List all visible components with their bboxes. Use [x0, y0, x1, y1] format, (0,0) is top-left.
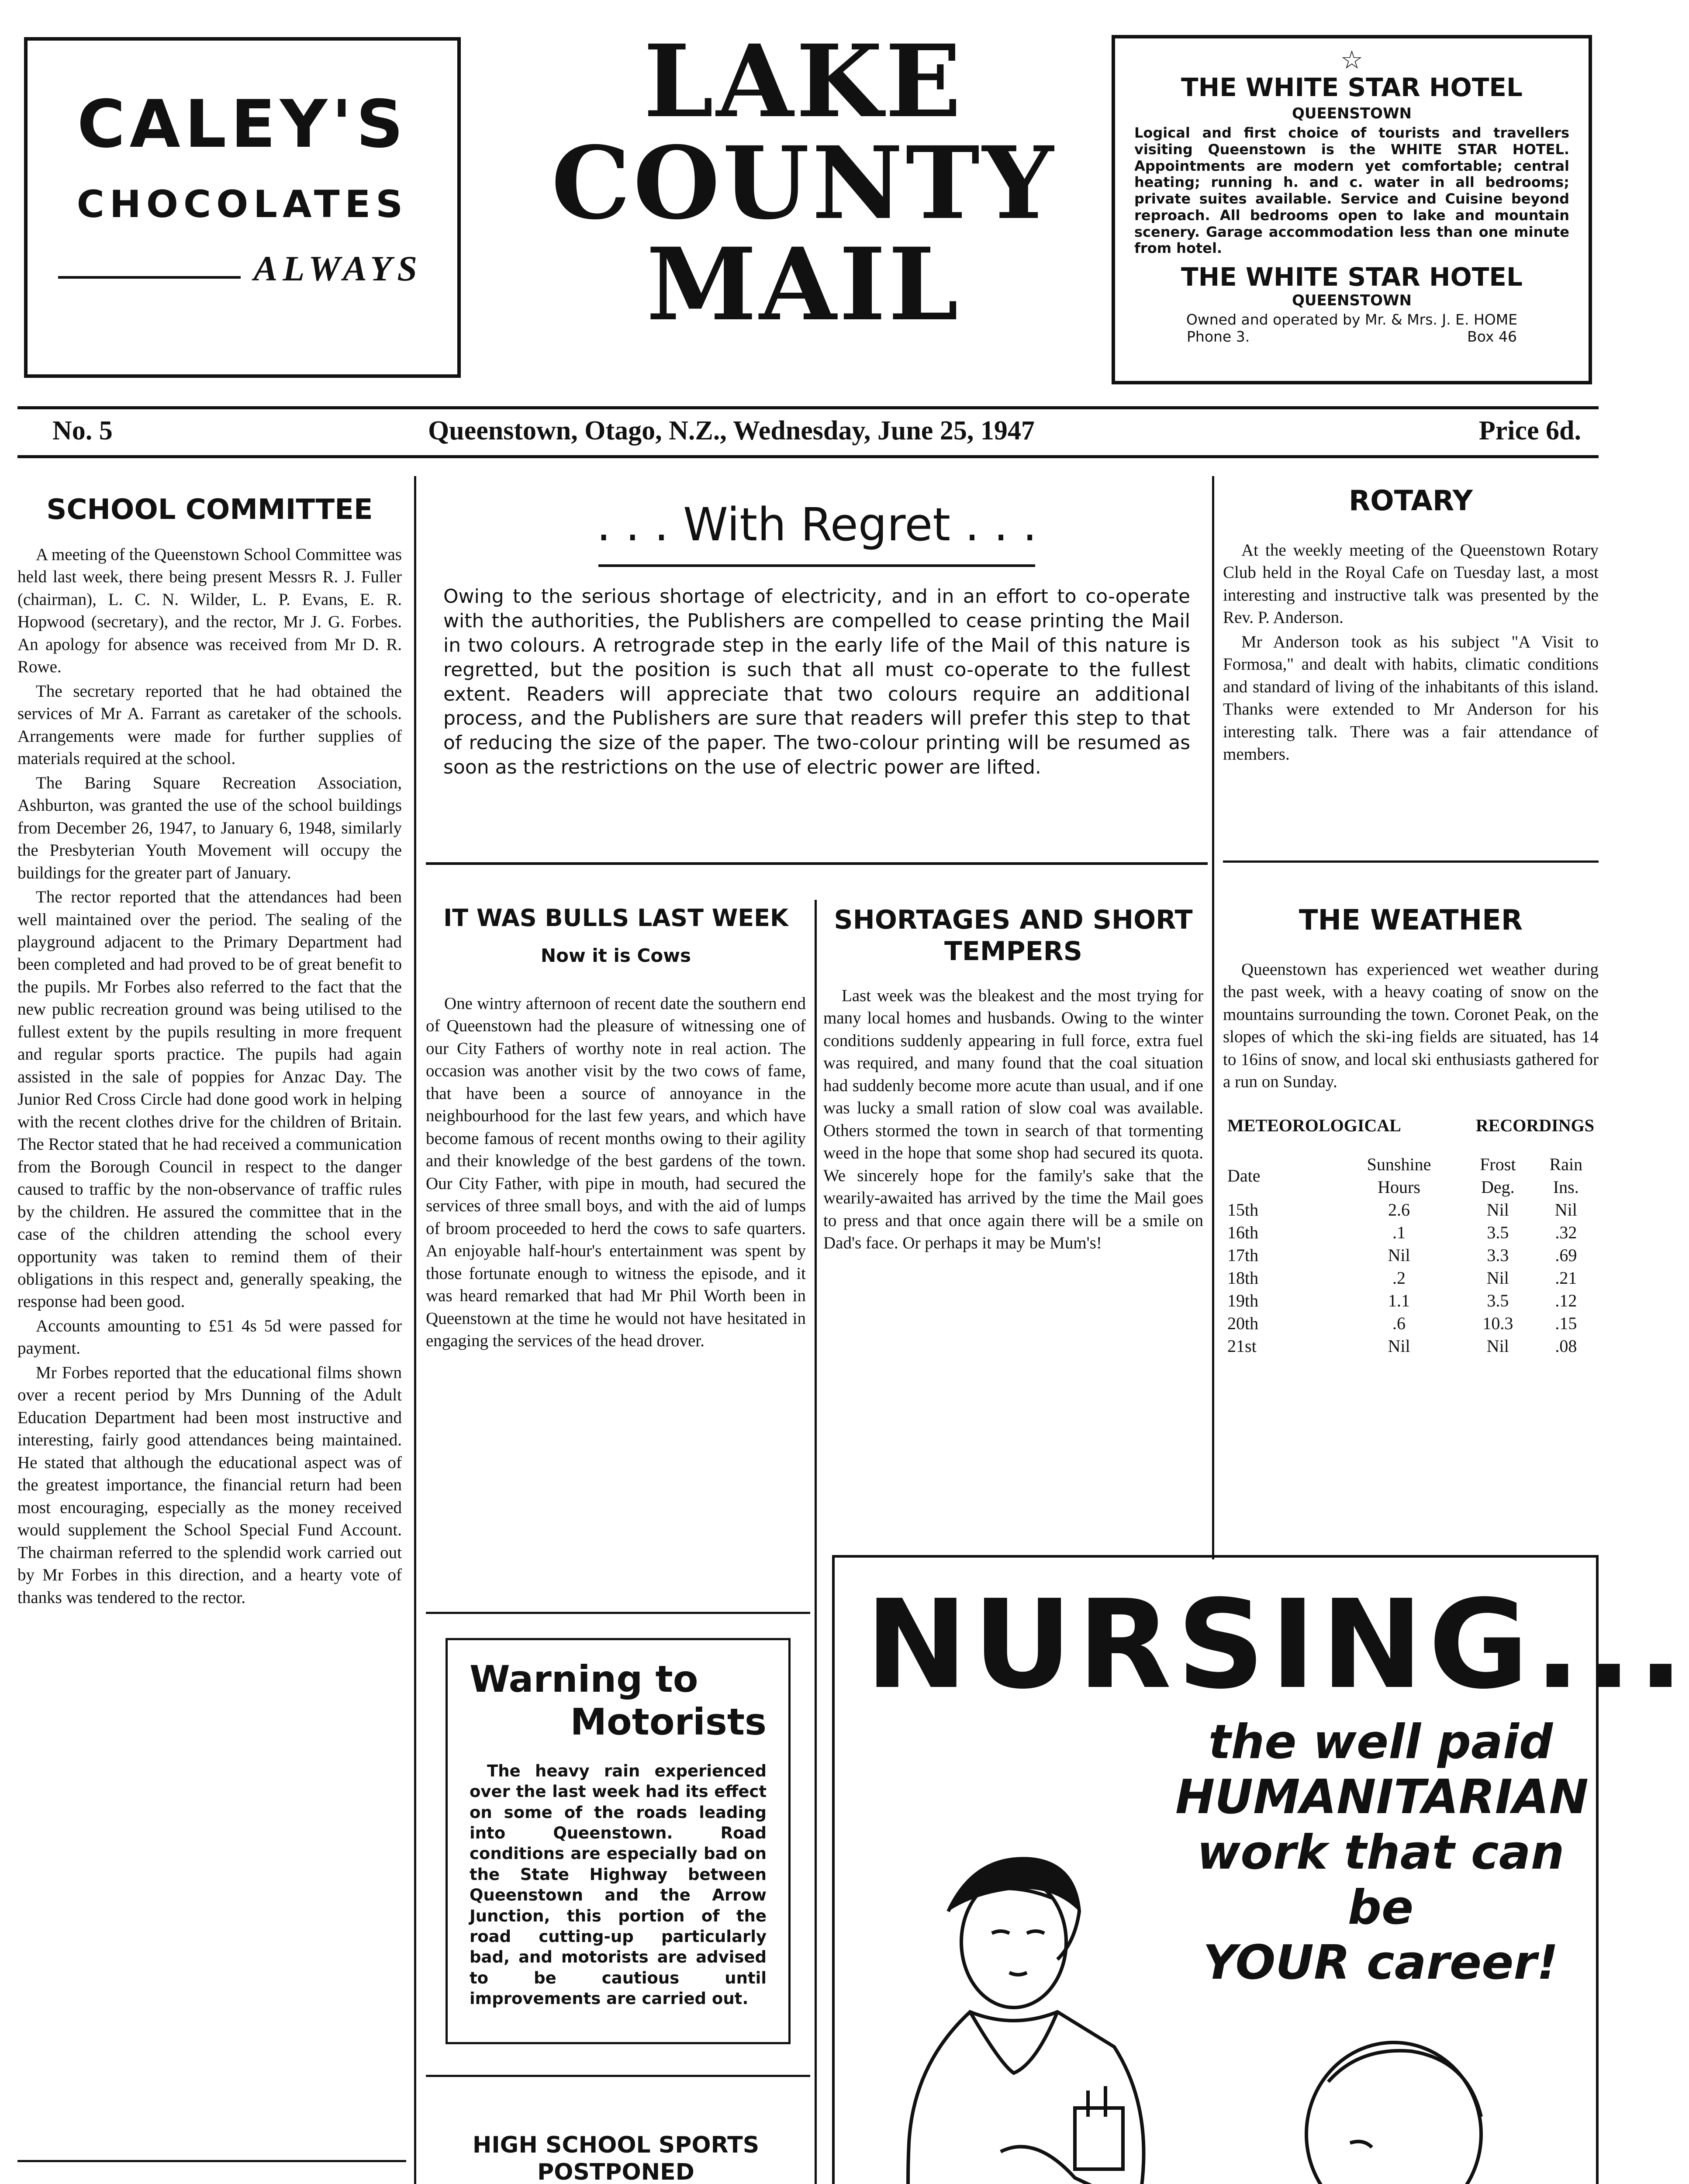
met-rain: .32	[1555, 1222, 1577, 1242]
column-rule-2	[815, 900, 817, 2184]
sports-postponed-article	[426, 2132, 806, 2184]
met-date: 15th	[1227, 1199, 1259, 1220]
met-frost: Nil	[1486, 1268, 1509, 1288]
rotary-para-2: Mr Anderson took as his subject "A Visit to Formosa," and dealt with habits, climatic conditions and standard of living of the inhabitants of this island. Thanks were extended to Mr Anderson for his interesting talk. There was a fair attendance of members.	[1223, 632, 1599, 764]
caley-product: CHOCOLATES	[76, 183, 408, 226]
price: Price 6d.	[1478, 416, 1581, 446]
with-regret-heading: . . . With Regret . . .	[596, 498, 1037, 551]
weather-article	[1223, 904, 1599, 1586]
shortages-heading: SHORTAGES AND SHORT TEMPERS	[834, 905, 1193, 967]
dateline-rule-bottom	[17, 455, 1599, 458]
bulls-heading: IT WAS BULLS LAST WEEK	[443, 904, 788, 932]
nursing-tag-2: HUMANITARIAN	[1175, 1770, 1589, 1825]
hotel-location-2: QUEENSTOWN	[1292, 292, 1412, 309]
met-date: 17th	[1227, 1245, 1259, 1265]
school-para-1: A meeting of the Queenstown School Committee was held last week, there being present Messrs R. J. Fuller (chairman), L. C. N. Wilder, L. P. Evans, E. R. Hopwood (secretary), and the rector, Mr J. G. Forbes. An apology for absence was received from Mr D. R. Rowe.	[17, 545, 402, 677]
met-header-rain: Rain	[1549, 1154, 1583, 1174]
school-committee-heading: SCHOOL COMMITTEE	[46, 494, 373, 526]
met-sun: 2.6	[1388, 1199, 1410, 1220]
bulls-para-1: One wintry afternoon of recent date the southern end of Queenstown had the pleasure of witnessing one of our City Fathers of worthy note in real action. The occasion was another visit by the two cows of fame, that have been a source of annoyance in the neighbourhood for the last few years, and which have become famous of recent months owing to their agility and their knowledge of the best gardens of the town. Our City Father, with pipe in mouth, had secured the services of three small boys, and with the aid of lumps of broom proceeded to herd the cows to safe quarters. An enjoyable half-hour's entertainment was spent by those fortunate enough to witness the episode, and it was heard remarked that had Mr Phil Worth been in Queenstown at the time he would not have hesitated in engaging the services of the head drover.	[426, 994, 806, 1351]
shortages-para-1: Last week was the bleakest and the most trying for many local homes and husbands. Owing to the winter conditions suddenly appearing in full force, extra fuel was required, and many found that the coal situation had suddenly become more acute than usual, and if one was lucky a small ration of slow coal was available. Others stormed the town in search of that tormenting weed in the hope that some shop had secured its quota. We sincerely hope for the family's sake that the wearily-awaited has arrived by the time the Mail goes to press and that once again there will be a smile on Dad's face. Or perhaps it may be Mum's!	[823, 986, 1203, 1253]
rotary-para-1: At the weekly meeting of the Queenstown Rotary Club held in the Royal Cafe on Tuesday last, a most interesting and instructive talk was presented by the Rev. P. Anderson.	[1223, 541, 1599, 627]
school-para-2: The secretary reported that he had obtained the services of Mr A. Farrant as caretaker of the schools. Arrangements were made for further supplies of materials required at the school.	[17, 681, 402, 768]
hotel-location: QUEENSTOWN	[1292, 105, 1412, 122]
hotel-phone: Phone 3.	[1187, 328, 1250, 345]
nursing-tag-3: work that can be	[1197, 1825, 1565, 1935]
met-header-sun-unit: Hours	[1378, 1177, 1420, 1197]
caley-ad	[24, 37, 461, 378]
rule-clothes	[17, 2160, 406, 2162]
met-rain: .21	[1555, 1268, 1577, 1288]
met-date: 19th	[1227, 1290, 1259, 1310]
weather-para-1: Queenstown has experienced wet weather during the past week, with a heavy coating of snow on the mountains surrounding the town. Coronet Peak, on the slopes of which the ski-ing fields are situated, has 14 to 16ins of snow, and local ski enthusiasts gathered for a run on Sunday.	[1223, 960, 1599, 1092]
hotel-name-2: THE WHITE STAR HOTEL	[1181, 262, 1523, 292]
met-row	[1223, 1267, 1599, 1289]
met-rain: .12	[1555, 1290, 1577, 1310]
weather-heading: THE WEATHER	[1299, 904, 1523, 936]
met-row	[1223, 1335, 1599, 1358]
caley-brand: CALEY'S	[77, 86, 408, 162]
rule-sports	[426, 2075, 810, 2077]
white-star-hotel-ad	[1112, 35, 1592, 384]
hotel-body: Logical and first choice of tourists and travellers visiting Queenstown is the WHITE STAR HOTEL. Appointments are modern yet comfortable; central heating; running h. and c. water in all bedrooms; private suites available. Service and Cuisine beyond reproach. All bedrooms open to lake and mountain scenery. Garage accommodation less than one minute from hotel.	[1134, 124, 1569, 257]
warning-motorists-box	[446, 1638, 791, 2044]
regret-divider	[598, 564, 1035, 567]
met-frost: Nil	[1486, 1336, 1509, 1356]
met-header-row	[1223, 1153, 1599, 1199]
masthead-title	[533, 23, 1074, 343]
sports-postponed-heading: HIGH SCHOOL SPORTS POSTPONED	[472, 2132, 760, 2184]
met-date: 16th	[1227, 1222, 1259, 1242]
issue-number: No. 5	[52, 416, 113, 446]
bulls-article	[426, 904, 806, 1599]
met-rain: .08	[1555, 1336, 1577, 1356]
hotel-box: Box 46	[1467, 328, 1517, 345]
met-title	[1223, 1115, 1599, 1136]
met-frost: 3.5	[1487, 1290, 1509, 1310]
star-icon: ☆	[1340, 45, 1363, 75]
met-row	[1223, 1289, 1599, 1312]
nurse-illustration	[870, 1802, 1568, 2184]
title-mail: MAIL	[646, 226, 961, 343]
met-sun: Nil	[1388, 1336, 1410, 1356]
column-rule-3	[1212, 476, 1214, 1559]
met-row	[1223, 1312, 1599, 1335]
met-row	[1223, 1221, 1599, 1244]
dateline	[26, 413, 1590, 452]
met-sun: .2	[1392, 1268, 1406, 1288]
warning-heading-2: Motorists	[570, 1700, 767, 1743]
nursing-ad	[832, 1555, 1689, 2184]
met-title-right: RECORDINGS	[1475, 1115, 1594, 1135]
met-frost: 3.5	[1487, 1222, 1509, 1242]
met-header-rain-unit: Ins.	[1553, 1177, 1579, 1197]
with-regret-notice	[426, 480, 1208, 865]
met-table	[1223, 1153, 1599, 1358]
nursing-tag-4: YOUR career!	[1203, 1935, 1558, 1990]
title-county: COUNTY	[551, 124, 1056, 242]
shortages-article	[823, 904, 1203, 1568]
met-row	[1223, 1244, 1599, 1267]
nursing-tag-1: the well paid	[1208, 1715, 1553, 1769]
title-lake: LAKE	[643, 23, 964, 140]
met-title-left: METEOROLOGICAL	[1227, 1115, 1401, 1135]
warning-body: The heavy rain experienced over the last week had its effect on some of the roads leading into Queenstown. Road conditions are especially bad on the State Highway between Queenstown and the Arrow Junction, this portion of the road cutting-up particularly bad, and motorists are advised to be cautious until improvements are carried out.	[470, 1762, 767, 2008]
met-sun: Nil	[1388, 1245, 1410, 1265]
nursing-title: NURSING...	[865, 1574, 1689, 1716]
met-rain: .69	[1555, 1245, 1577, 1265]
met-rain: .15	[1555, 1313, 1577, 1333]
school-para-6: Mr Forbes reported that the educational films shown over a recent period by Mrs Dunning of the Adult Education Department had been most instructive and interesting, fairly good attendances being maintained. He stated that although the educational aspect was of the greatest importance, the financial return had been most encouraging, especially as the money received would supplement the School Special Fund Account. The chairman referred to the splendid work carried out by Mr Forbes in this direction, and a hearty vote of thanks was tendered to the rector.	[17, 1363, 402, 1607]
rule-weather	[1223, 860, 1599, 863]
school-committee-article	[17, 494, 402, 2149]
school-para-3: The Baring Square Recreation Association, Ashburton, was granted the use of the school buildings from December 26, 1947, to January 6, 1948, similarly the Presbyterian Youth Movement will occupy the buildings for the greater part of January.	[17, 773, 402, 882]
hotel-name: THE WHITE STAR HOTEL	[1181, 73, 1523, 102]
met-frost: 3.3	[1487, 1245, 1509, 1265]
school-para-5: Accounts amounting to £51 4s 5d were passed for payment.	[17, 1316, 402, 1358]
met-rain: Nil	[1554, 1199, 1577, 1220]
warning-heading-1: Warning to	[470, 1658, 698, 1700]
place-date: Queenstown, Otago, N.Z., Wednesday, June 25, 1947	[428, 416, 1035, 446]
met-sun: .1	[1392, 1222, 1406, 1242]
hotel-owner: Owned and operated by Mr. & Mrs. J. E. HOME	[1186, 311, 1518, 328]
bulls-subheading: Now it is Cows	[540, 945, 691, 966]
met-date: 21st	[1227, 1336, 1257, 1356]
met-frost: 10.3	[1482, 1313, 1513, 1333]
met-row	[1223, 1199, 1599, 1221]
met-header-frost: Frost	[1480, 1154, 1516, 1174]
column-rule-1	[414, 476, 416, 2184]
met-header-frost-unit: Deg.	[1481, 1177, 1515, 1197]
met-date: 18th	[1227, 1268, 1259, 1288]
school-para-4: The rector reported that the attendances had been well maintained over the period. The sealing of the playground adjacent to the Primary Department had been completed and had proved to be of great benefit to the pupils. Mr Forbes also referred to the fact that the new public recreation ground was being utilised to the fullest extent by the pupils resulting in more frequent and regular sports practice. The pupils had again assisted in the sale of poppies for Anzac Day. The Junior Red Cross Circle had done good work in helping with the recent clothes drive for the children of Britain. The Rector stated that he had received a communication from the Borough Council in respect to the danger caused to traffic by the non-observance of traffic rules by the children. He assured the committee that in the case of the children attending the school every opportunity was taken to remind them of their obligations in this respect and, generally speaking, the response had been good.	[17, 888, 402, 1311]
met-date: 20th	[1227, 1313, 1259, 1333]
with-regret-body: Owing to the serious shortage of electricity, and in an effort to co-operate with the authorities, the Publishers are compelled to cease printing the Mail in two colours. A retrograde step in the early life of the Mail of this nature is regretted, but the position is such that all must co-operate to the fullest extent. Readers will appreciate that two colours require an additional process, and the Publishers are sure that readers will prefer this step to that of reducing the size of the paper. The two-colour printing will be resumed as soon as the restrictions on the use of electric power are lifted.	[443, 585, 1190, 779]
met-header-sun: Sunshine	[1367, 1154, 1431, 1174]
rotary-article	[1223, 480, 1599, 834]
met-sun: .6	[1392, 1313, 1406, 1333]
rotary-heading: ROTARY	[1348, 485, 1473, 517]
caley-slogan: ALWAYS	[253, 249, 422, 288]
met-frost: Nil	[1486, 1199, 1509, 1220]
met-sun: 1.1	[1388, 1290, 1410, 1310]
dateline-rule-top	[17, 406, 1599, 409]
met-header-date: Date	[1227, 1165, 1261, 1185]
rule-warning	[426, 1612, 810, 1614]
